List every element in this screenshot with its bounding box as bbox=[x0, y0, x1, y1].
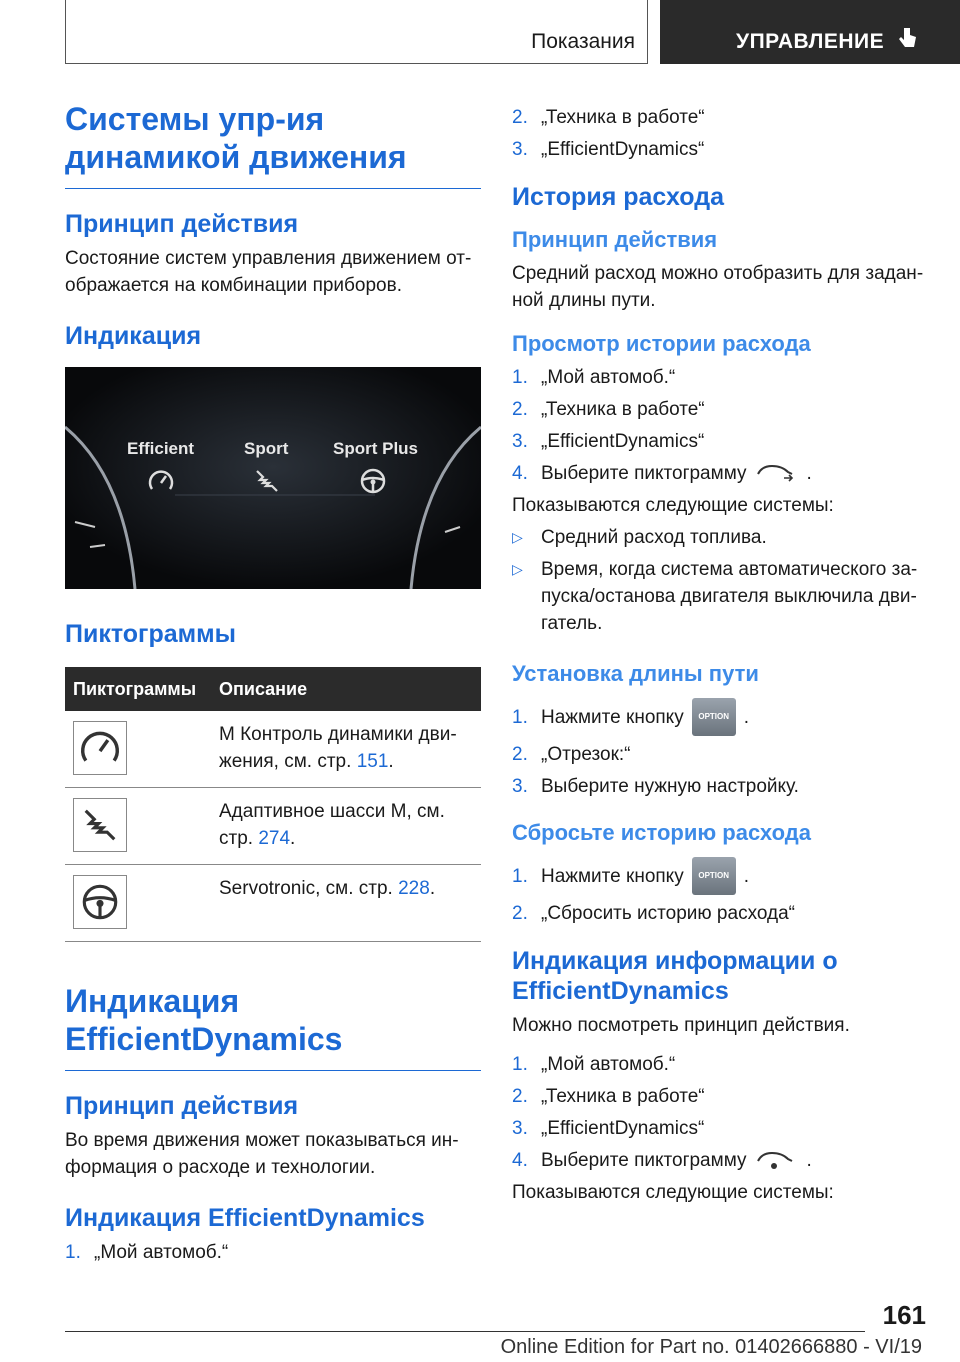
list-item: 4. Выберите пиктограмму . bbox=[512, 460, 928, 487]
section-title-efficientdynamics: Индикация EfficientDynamics bbox=[65, 983, 343, 1057]
table-header-description: Описание bbox=[211, 667, 481, 711]
speedometer-icon bbox=[147, 467, 175, 495]
speedometer-icon bbox=[78, 726, 122, 770]
cluster-label-efficient: Efficient bbox=[127, 439, 195, 458]
row-text: Адаптивное шасси M, см. стр. bbox=[219, 801, 445, 849]
list-item: 3. „EfficientDynamics“ bbox=[512, 431, 705, 452]
cluster-label-sport: Sport bbox=[244, 439, 289, 458]
list-item: 4. Выберите пиктограмму . bbox=[512, 1147, 928, 1174]
table-row: Адаптивное шасси M, см. стр. 274. bbox=[65, 788, 481, 865]
footer-edition: Online Edition for Part no. 01402666880 - VI/19 bbox=[500, 1336, 922, 1358]
info-heading: Индикация информации о EfficientDynamics bbox=[512, 947, 838, 1005]
history-principle-heading: Принцип действия bbox=[512, 227, 718, 252]
reset-history-heading: Сбросьте историю расхода bbox=[512, 820, 811, 845]
page-link-151[interactable]: 151 bbox=[356, 751, 389, 772]
instrument-cluster-photo bbox=[65, 367, 481, 589]
shock-absorber-icon bbox=[253, 467, 281, 495]
page-number: 161 bbox=[882, 1300, 926, 1330]
page-link-274[interactable]: 274 bbox=[258, 828, 291, 849]
table-header-pictograms: Пиктограммы bbox=[65, 667, 211, 711]
list-item: 2. „Техника в работе“ bbox=[512, 1086, 705, 1107]
right-column bbox=[512, 104, 928, 1206]
list-item: 3. „EfficientDynamics“ bbox=[512, 1118, 705, 1139]
pictogram-cell bbox=[73, 798, 127, 852]
info-shown-systems-text: Показываются следующие системы: bbox=[512, 1182, 834, 1203]
list-item: 2. „Техника в работе“ bbox=[512, 399, 705, 420]
table-row: M Контроль динамики движения, см. стр. 151. bbox=[65, 711, 481, 788]
title-rule bbox=[65, 188, 481, 189]
list-item: 2. „Сбросить историю расхода“ bbox=[512, 903, 795, 924]
list-item: 3. Выберите нужную настройку. bbox=[512, 776, 799, 797]
principle-text: Состояние систем управления движением отображается на комбинации приборов. bbox=[65, 248, 472, 296]
header-section-title: Показания bbox=[531, 30, 635, 53]
header-chapter-box bbox=[660, 0, 960, 64]
pictograms-table bbox=[65, 667, 481, 942]
hand-pointer-icon bbox=[896, 26, 918, 52]
ed-principle-heading: Принцип действия bbox=[65, 1092, 299, 1120]
history-heading: История расхода bbox=[512, 183, 724, 211]
pictogram-cell bbox=[73, 721, 127, 775]
list-item: 2. „Техника в работе“ bbox=[512, 107, 705, 128]
pictograms-heading: Пиктограммы bbox=[65, 620, 236, 648]
title-rule bbox=[65, 1070, 481, 1071]
bullet-triangle-icon: ▷ bbox=[512, 561, 523, 577]
page-link-228[interactable]: 228 bbox=[398, 878, 430, 899]
list-item: 1. Нажмите кнопку OPTION . bbox=[512, 857, 928, 895]
table-row: Servotronic, см. стр. 228. bbox=[65, 865, 481, 942]
header-section-box bbox=[65, 0, 648, 64]
left-column bbox=[65, 100, 481, 1271]
steering-wheel-icon bbox=[359, 467, 387, 495]
list-item: 1. Нажмите кнопку OPTION . bbox=[512, 698, 928, 736]
footer-rule bbox=[65, 1331, 865, 1332]
display-heading: Индикация bbox=[65, 322, 202, 350]
section-title-dynamics: Системы упр-ия динамикой движения bbox=[65, 101, 407, 175]
row-text: M Контроль динамики движения, см. стр. bbox=[219, 724, 457, 772]
set-distance-heading: Установка длины пути bbox=[512, 661, 759, 686]
car-fuel-icon bbox=[754, 460, 798, 484]
shown-systems-text: Показываются следующие системы: bbox=[512, 495, 834, 516]
principle-heading: Принцип действия bbox=[65, 210, 299, 238]
cluster-label-sport-plus: Sport Plus bbox=[333, 439, 419, 458]
view-history-heading: Просмотр истории расхода bbox=[512, 331, 811, 356]
row-text: Servotronic, см. стр. bbox=[219, 878, 399, 899]
list-item: 3. „EfficientDynamics“ bbox=[512, 139, 705, 160]
shock-absorber-icon bbox=[80, 805, 120, 845]
option-button-icon: OPTION bbox=[692, 698, 736, 736]
list-item: ▷ Средний расход топлива. bbox=[512, 524, 928, 551]
list-item: 1. „Мой автомоб.“ bbox=[512, 367, 676, 388]
ed-display-heading: Индикация EfficientDynamics bbox=[65, 1204, 425, 1232]
steering-wheel-icon bbox=[80, 882, 120, 922]
option-button-icon: OPTION bbox=[692, 857, 736, 895]
car-info-icon bbox=[754, 1147, 798, 1171]
list-item: 1. „Мой автомоб.“ bbox=[512, 1054, 676, 1075]
header-chapter-title: УПРАВЛЕНИЕ bbox=[736, 30, 885, 53]
info-text: Можно посмотреть принцип действия. bbox=[512, 1015, 850, 1036]
history-principle-text: Средний расход можно отобразить для заданной длины пути. bbox=[512, 263, 924, 311]
list-item: ▷ Время, когда система автоматического запуска/останова двигателя выключила двигатель. bbox=[512, 556, 928, 637]
ed-principle-text: Во время движения может показываться информация о расходе и технологии. bbox=[65, 1130, 459, 1178]
bullet-triangle-icon: ▷ bbox=[512, 529, 523, 545]
list-item: 1. „Мой автомоб.“ bbox=[65, 1242, 229, 1263]
list-item: 2. „Отрезок:“ bbox=[512, 744, 631, 765]
pictogram-cell bbox=[73, 875, 127, 929]
